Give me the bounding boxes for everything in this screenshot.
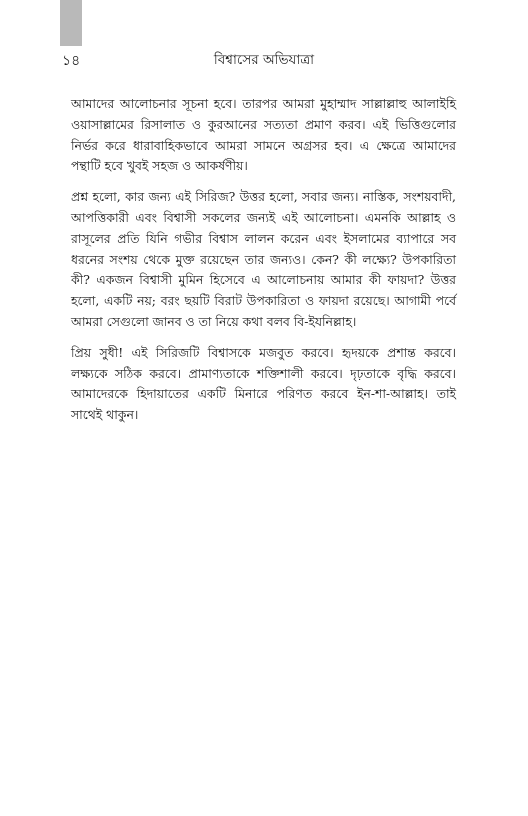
page-edge-tab: [60, 0, 82, 46]
paragraph: প্রিয় সুধী! এই সিরিজটি বিশ্বাসকে মজবুত করবে। হৃদয়কে প্রশান্ত করবে। লক্ষ্যকে সঠিক করবে। প্রামাণ্যতাকে শক্তিশালী করবে। দৃঢ়তাকে বৃদ্ধি করবে। আমাদেরকে হিদায়াতের একটি মিনারে পরিণত করবে ইন-শা-আল্লাহ। তাই সাথেই থাকুন।: [71, 344, 456, 423]
running-header-title: বিশ্বাসের অভিযাত্রা: [213, 52, 315, 68]
paragraph: প্রশ্ন হলো, কার জন্য এই সিরিজ? উত্তর হলো, সবার জন্য। নাস্তিক, সংশয়বাদী, আপত্তিকারী এবং বিশ্বাসী সকলের জন্যই এই আলোচনা। এমনকি আল্লাহ ও রাসূলের প্রতি যিনি গভীর বিশ্বাস লালন করেন এবং ইসলামের ব্যাপারে সব ধরনের সংশয় থেকে মুক্ত রয়েছেন তার জন্যও। কেন? কী লক্ষ্যে? উপকারিতা কী? একজন বিশ্বাসী মুমিন হিসেবে এ আলোচনায় আমার কী ফায়দা? উত্তর হলো, একটি নয়; বরং ছয়টি বিরাট উপকারিতা ও ফায়দা রয়েছে। আগামী পর্বে আমরা সেগুলো জানব ও তা নিয়ে কথা বলব বি-ইযনিল্লাহ।: [71, 189, 456, 329]
page-number: ১৪: [62, 53, 81, 69]
paragraph: আমাদের আলোচনার সূচনা হবে। তারপর আমরা মুহাম্মাদ সাল্লাল্লাহু আলাইহি ওয়াসাল্লামের রিসালাত ও কুরআনের সত্যতা প্রমাণ করব। এই ভিত্তিগুলোর নির্ভর করে ধারাবাহিকভাবে আমরা সামনে অগ্রসর হব। এ ক্ষেত্রে আমাদের পন্থাটি হবে খুবই সহজ ও আকর্ষণীয়।: [71, 96, 456, 174]
body-text: [71, 94, 456, 436]
